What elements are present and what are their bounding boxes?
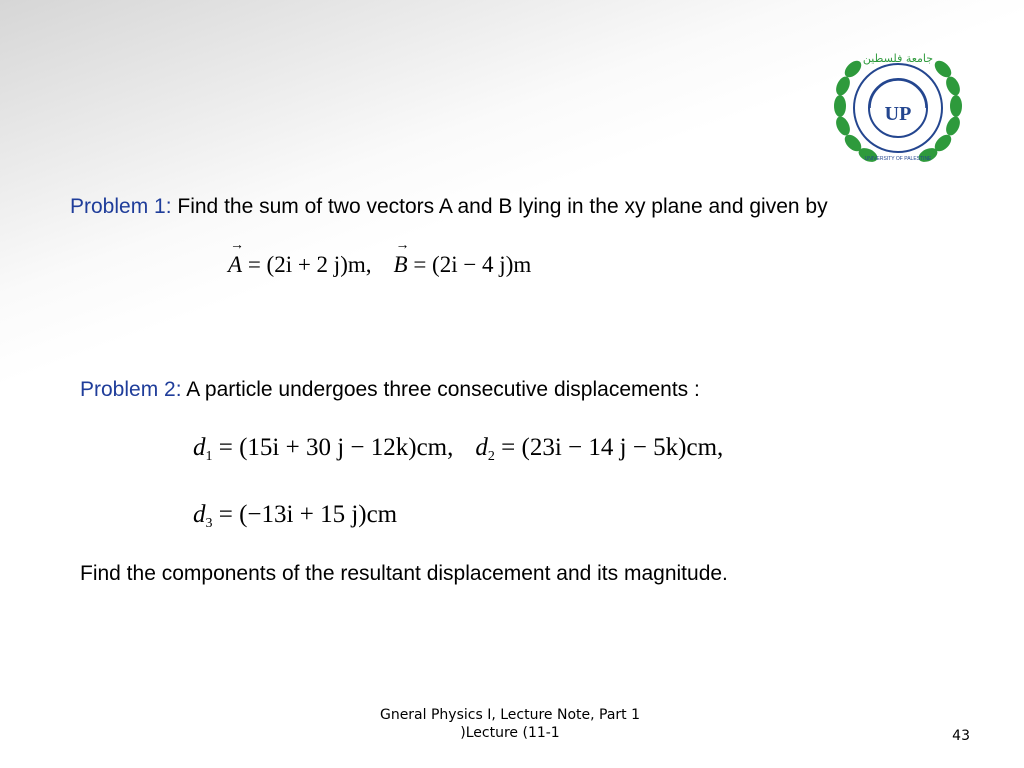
problem-1-label: Problem 1: [70,195,172,218]
footer-line-2: )Lecture (11-1 [460,725,560,741]
d1-expr: = (15i + 30 j − 12k)cm, [212,434,454,461]
vector-b-expr: = (2i − 4 j)m [407,252,532,277]
d2-subscript: 2 [487,449,495,464]
page-number: 43 [952,728,970,744]
problem-1-text: Find the sum of two vectors A and B lying in the xy plane and given by [171,195,828,218]
d1-subscript: 1 [205,449,213,464]
vector-equations [228,252,531,278]
d3-name: d [193,501,206,528]
svg-text:UP: UP [884,103,912,125]
d2-expr: = (23i − 14 j − 5k)cm, [494,434,724,461]
d2-name: d [475,434,488,461]
displacement-equation-3 [193,501,397,532]
footer [340,706,680,742]
d3-subscript: 3 [205,516,213,531]
svg-text:UNIVERSITY OF PALESTINE: UNIVERSITY OF PALESTINE [864,156,932,162]
svg-text:جامعة فلسطين: جامعة فلسطين [862,52,934,65]
final-question: Find the components of the resultant displacement and its magnitude. [80,562,728,585]
vector-a-name: → A [228,252,242,278]
d1-name: d [193,434,206,461]
displacement-equations-1-2 [193,434,723,465]
vector-b-name: → B [394,252,408,278]
problem-1 [70,194,970,219]
problem-2 [80,377,980,402]
university-logo [826,42,970,170]
vector-a-expr: = (2i + 2 j)m, [242,252,372,277]
problem-2-label: Problem 2: [80,378,182,401]
footer-line-1: Gneral Physics I, Lecture Note, Part 1 [379,707,641,723]
problem-2-text: A particle undergoes three consecutive displacements : [181,378,700,401]
d3-expr: = (−13i + 15 j)cm [212,501,398,528]
